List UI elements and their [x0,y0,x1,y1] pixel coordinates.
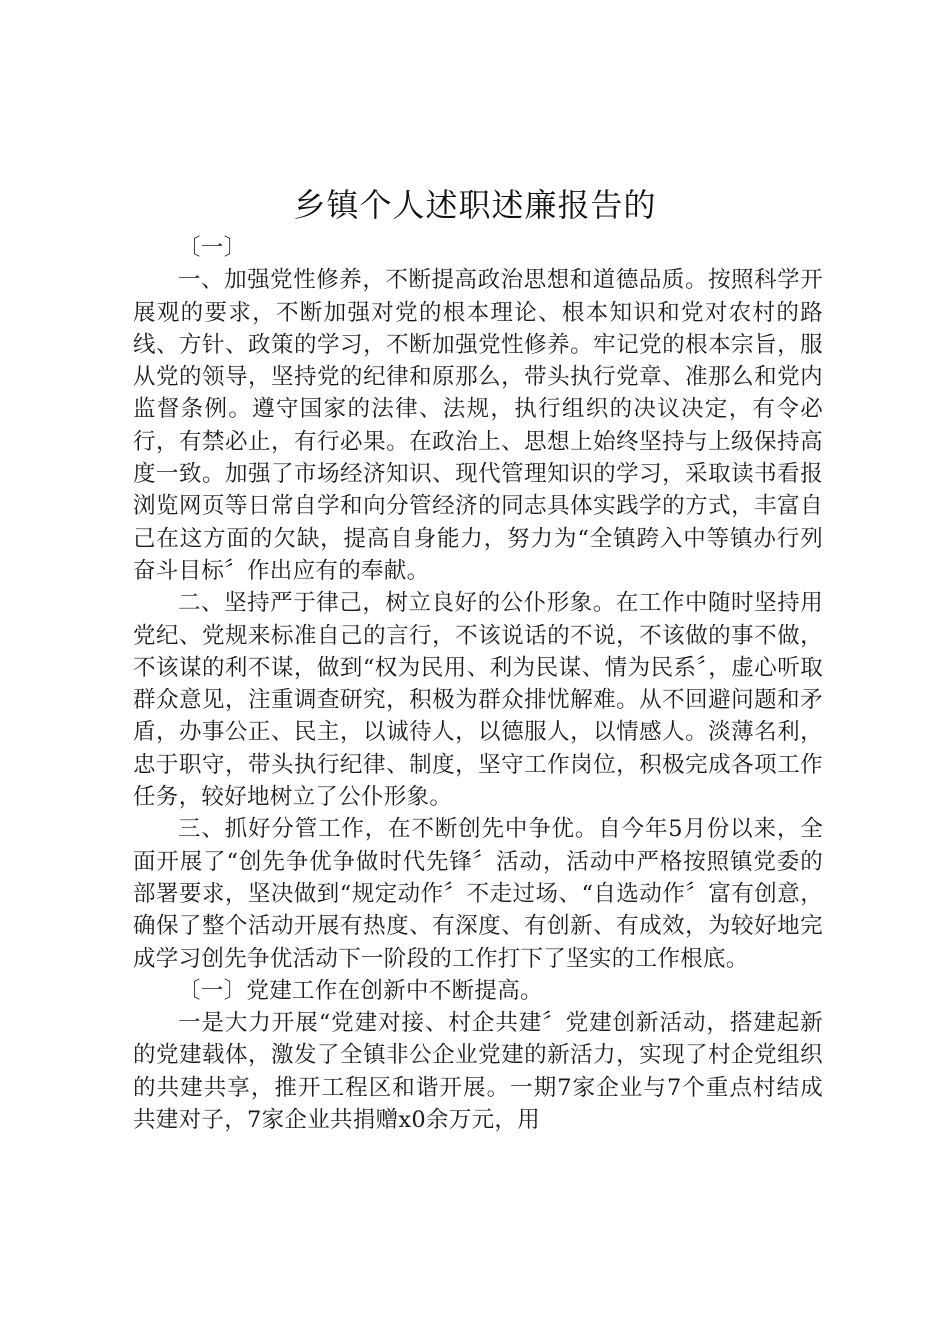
body-paragraph: 一是大力开展“党建对接、村企共建〞党建创新活动，搭建起新的党建载体，激发了全镇非公企业党建的新活力，实现了村企党组织的共建共享，推开工程区和谐开展。一期7家企业与7个重点村结成共建对子，7家企业共捐赠x0余万元，用 [133,1010,823,1134]
document-title: 乡镇个人述职述廉报告的 [293,186,657,224]
body-paragraph: 一、加强党性修养，不断提高政治思想和道德品质。按照科学开展观的要求，不断加强对党的根本理论、根本知识和党对农村的路线、方针、政策的学习，不断加强党性修养。牢记党的根本宗旨，服从党的领导，坚持党的纪律和原那么，带头执行党章、准那么和党内监督条例。遵守国家的法律、法规，执行组织的决议决定，有令必行，有禁必止，有行必果。在政治上、思想上始终坚持与上级保持高度一致。加强了市场经济知识、现代管理知识的学习，采取读书看报浏览网页等日常自学和向分管经济的同志具体实践学的方式，丰富自己在这方面的欠缺，提高自身能力，努力为“全镇跨入中等镇办行列奋斗目标〞作出应有的奉献。 [133,267,823,584]
document-body [133,232,823,1136]
body-paragraph: 三、抓好分管工作，在不断创先中争优。自今年5月份以来，全面开展了“创先争优争做时代先锋〞活动，活动中严格按照镇党委的部署要求，坚决做到“规定动作〞不走过场、“自选动作〞富有创意，确保了整个活动开展有热度、有深度、有创新、有成效，为较好地完成学习创先争优活动下一阶段的工作打下了坚实的工作根底。 [133,816,823,972]
section-marker-paragraph: 〔一〕 [178,235,247,261]
subsection-heading: 〔一〕党建工作在创新中不断提高。 [178,977,543,1004]
body-paragraph: 二、坚持严于律己，树立良好的公仆形象。在工作中随时坚持用党纪、党规来标准自己的言行，不该说话的不说，不该做的事不做，不该谋的利不谋，做到“权为民用、利为民谋、情为民系〞，虚心听取群众意见，注重调查研究，积极为群众排忧解难。从不回避问题和矛盾，办事公正、民主，以诚待人，以德服人，以情感人。淡薄名利，忠于职守，带头执行纪律、制度，坚守工作岗位，积极完成各项工作任务，较好地树立了公仆形象。 [133,590,823,811]
